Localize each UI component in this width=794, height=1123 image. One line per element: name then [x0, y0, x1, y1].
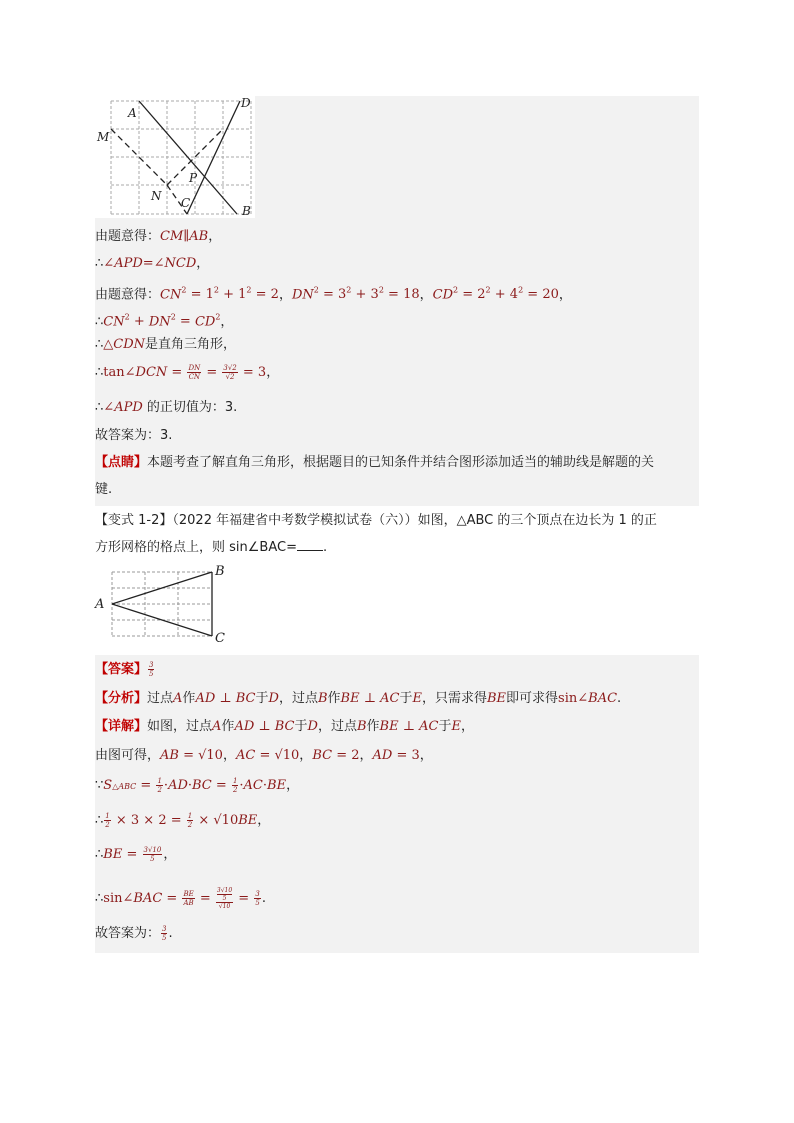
- label-a-2: A: [95, 597, 105, 612]
- comment-line-2: 键.: [95, 482, 113, 497]
- detail-4: ∴BE = $\frac{3√10}{5}$ ，: [95, 846, 177, 863]
- answer-blank: [297, 538, 323, 551]
- line-6: ∴tan∠DCN = $\frac{DN}{CN}$ = $\frac{3√2}{√2}$ = 3，: [95, 364, 280, 381]
- solution-panel-top: [95, 96, 699, 506]
- grid-figure-2: [92, 563, 237, 645]
- label-b-2: B: [215, 564, 225, 579]
- detail-line: 【详解】如图，过点A作AD ⊥ BC于D，过点B作BE ⊥ AC于E，: [95, 719, 474, 734]
- label-n: N: [151, 189, 162, 203]
- line-2: ∴∠APD=∠NCD，: [95, 256, 210, 271]
- detail-3: ∴ $\frac{1}{2}$ × 3 × 2 = $\frac{1}{2}$ × √10BE，: [95, 812, 271, 829]
- detail-6: 故答案为： $\frac{3}{5}$ .: [95, 925, 173, 942]
- line-4: $\therefore CN^2 + DN^2 = CD^2$，: [95, 313, 234, 330]
- detail-5: ∴sin∠BAC = $\frac{BE}{AB}$ = 3√10 5 √10 = $\frac{3}{5}$ .: [95, 887, 266, 910]
- question-line-2: 方形网格的格点上，则 sin∠BAC= .: [95, 540, 328, 555]
- answer-line: [95, 661, 155, 679]
- label-d: D: [241, 96, 251, 110]
- detail-2: ∵S△ABC = $\frac{1}{2}$ ·AD·BC = $\frac{1}{2}$ ·AC·BE，: [95, 777, 300, 794]
- label-a: A: [128, 106, 137, 120]
- line-3: 由题意得：$CN^2 = 1^2 + 1^2 = 2$，$DN^2 = 3^2 + 3^2 = 18$，$CD^2 = 2^2 + 4^2 = 20$，: [95, 286, 572, 303]
- question-line-1: 【变式 1-2】（2022 年福建省中考数学模拟试卷（六））如图，△ABC 的三个顶点在边长为 1 的正: [95, 513, 657, 528]
- label-c: C: [181, 196, 191, 210]
- question-tag: 【变式 1-2】: [95, 513, 173, 528]
- grid-figure-1: [95, 96, 255, 218]
- label-p: P: [189, 171, 198, 185]
- line-7: ∴∠APD 的正切值为：3.: [95, 400, 238, 415]
- line-1: 由题意得：CM∥AB，: [95, 229, 222, 244]
- line-5: ∴△CDN是直角三角形，: [95, 337, 237, 352]
- label-c-2: C: [215, 631, 225, 645]
- analysis-line: 【分析】过点A作AD ⊥ BC于D，过点B作BE ⊥ AC于E，只需求得BE即可求得sin∠BAC.: [95, 691, 622, 706]
- solution-panel-bottom: [95, 655, 699, 953]
- label-m: M: [97, 130, 110, 144]
- answer-tag: 【答案】: [95, 662, 148, 677]
- comment-line-1: 【点睛】本题考查了解直角三角形，根据题目的已知条件并结合图形添加适当的辅助线是解题的关: [95, 455, 655, 470]
- line-8: 故答案为：3.: [95, 428, 173, 443]
- answer-fraction: $\frac{3}{5}$: [149, 661, 154, 678]
- detail-tag: 【详解】: [95, 719, 148, 734]
- label-b: B: [242, 204, 251, 218]
- detail-1: 由图可得，AB = √10，AC = √10，BC = 2，AD = 3，: [95, 748, 433, 763]
- analysis-tag: 【分析】: [95, 691, 148, 706]
- comment-tag: 【点睛】: [95, 455, 148, 470]
